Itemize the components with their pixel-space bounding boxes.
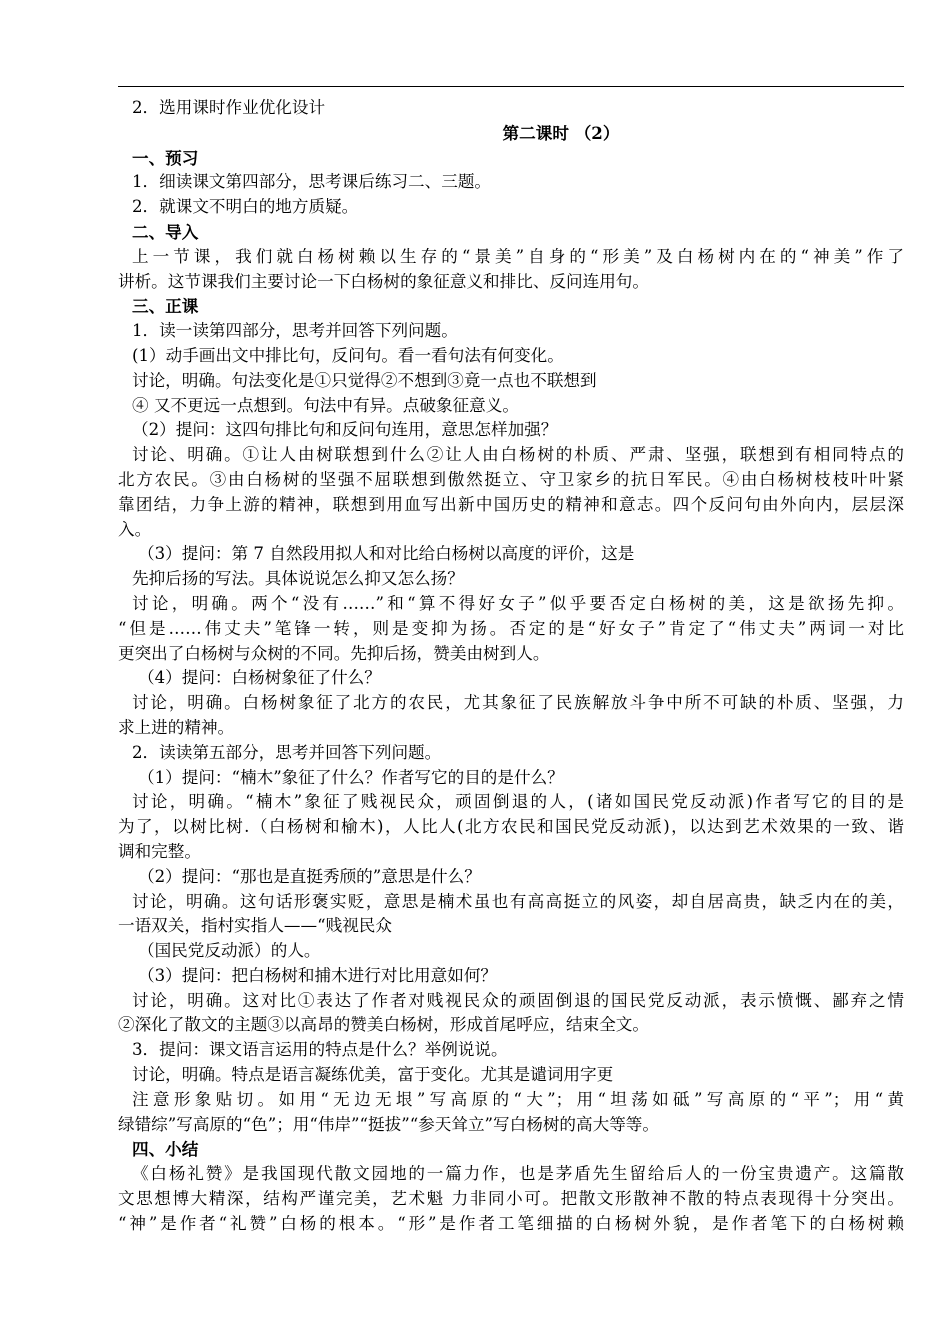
text-line: 靠团结，力争上游的精神，联想到用血写出新中国历史的精神和意志。四个反问句由外向内，层层深	[118, 494, 904, 514]
text-line: 一、预习	[132, 147, 199, 168]
text-line: （3）提问：把白杨树和捕木进行对比用意如何？	[138, 965, 498, 985]
text-line: 为了，以树比树.（白杨树和榆木)，人比人(北方农民和国民党反动派)，以达到艺术效果的一致、谐	[118, 817, 904, 837]
text-line: 入。	[118, 519, 152, 539]
text-line: 讨论、明确。①让人由树联想到什么②让人由白杨树的朴质、严肃、坚强，联想到有相同特点的	[132, 445, 904, 465]
text-line: 调和完整。	[118, 841, 201, 861]
header-rule	[118, 86, 904, 87]
text-line: ④ 又不更远一点想到。句法中有异。点破象征意义。	[132, 395, 519, 415]
text-line: “但是……伟丈夫”笔锋一转，则是变抑为扬。否定的是“好女子”肯定了“伟丈夫”两词一对比	[118, 618, 904, 638]
text-line: 更突出了白杨树与众树的不同。先抑后扬，赞美由树到人。	[118, 643, 550, 663]
text-line: 一语双关，指村实指人——“贱视民众	[118, 916, 392, 936]
text-line: 1．细读课文第四部分，思考课后练习二、三题。	[132, 172, 492, 192]
text-line: ②深化了散文的主题③以高昂的赞美白杨树，形成首尾呼应，结束全文。	[118, 1015, 649, 1035]
text-line: 四、小结	[132, 1139, 199, 1160]
text-line: 《白杨礼赞》是我国现代散文园地的一篇力作，也是茅盾先生留给后人的一份宝贵遗产。这篇散	[132, 1164, 904, 1184]
text-line: 讨论，明确。两个“没有……”和“算不得好女子”似乎要否定白杨树的美，这是欲扬先抑。	[132, 593, 904, 613]
text-line: 讨论，明确。这对比①表达了作者对贱视民众的顽固倒退的国民党反动派，表示愤慨、鄙弃之情	[132, 990, 904, 1010]
text-line: 绿错综”写高原的“色”；用“伟岸”“挺拔”“参天耸立”写白杨树的高大等等。	[118, 1114, 659, 1134]
text-line: 文思想博大精深，结构严谨完美，艺术魁 力非同小可。把散文形散神不散的特点表现得十分突出。	[118, 1189, 904, 1209]
text-line: 注意形象贴切。如用“无边无垠”写高原的“大”；用“坦荡如砥”写高原的“平”；用“黄	[132, 1089, 904, 1109]
text-line: 讨论，明确。特点是语言凝练优美，富于变化。尤其是谴词用字更	[132, 1065, 614, 1085]
text-line: 2．选用课时作业优化设计	[132, 98, 326, 117]
text-line: 2．就课文不明白的地方质疑。	[132, 197, 359, 217]
text-line: （国民党反动派）的人。	[138, 941, 321, 961]
text-line: 讨论，明确。句法变化是①只觉得②不想到③竟一点也不联想到	[132, 370, 597, 390]
text-line: 北方农民。③由白杨树的坚强不屈联想到傲然挺立、守卫家乡的抗日军民。④由白杨树枝枝叶叶紧	[118, 469, 904, 489]
text-line: 讲析。这节课我们主要讨论一下白杨树的象征意义和排比、反问连用句。	[118, 271, 649, 291]
text-line: （1）提问：“楠木”象征了什么？作者写它的目的是什么？	[138, 767, 564, 787]
text-line: 先抑后扬的写法。具体说说怎么抑又怎么扬？	[132, 569, 464, 589]
text-line: 2．读读第五部分，思考并回答下列问题。	[132, 742, 442, 762]
text-line: （4）提问：白杨树象征了什么？	[138, 668, 381, 688]
text-line: 第二课时 （2）	[502, 122, 620, 143]
text-line: 三、正课	[132, 296, 199, 317]
text-line: 3．提问：课文语言运用的特点是什么？举例说说。	[132, 1040, 508, 1060]
text-line: 求上进的精神。	[118, 717, 235, 737]
text-line: (1）动手画出文中排比句，反问句。看一看句法有何变化。	[132, 345, 564, 365]
text-line: （2）提问：这四句排比句和反问句连用，意思怎样加强？	[132, 420, 558, 440]
text-line: 讨论，明确。白杨树象征了北方的农民，尤其象征了民族解放斗争中所不可缺的朴质、坚强，力	[132, 693, 904, 713]
text-line: 讨论，明确。这句话形褒实贬，意思是楠术虽也有高高挺立的风姿，却自居高贵，缺乏内在的美，	[132, 891, 904, 911]
text-line: 讨论，明确。“楠木”象征了贱视民众，顽固倒退的人，(诸如国民党反动派)作者写它的目的是	[132, 792, 904, 812]
document-body	[118, 96, 904, 1237]
text-line: 1．读一读第四部分，思考并回答下列问题。	[132, 321, 458, 341]
text-line: 上一节课，我们就白杨树赖以生存的“景美”自身的“形美”及白杨树内在的“神美”作了	[132, 246, 904, 266]
text-line: “神”是作者“礼赞”白杨的根本。“形”是作者工笔细描的白杨树外貌，是作者笔下的白杨树赖	[118, 1213, 904, 1233]
text-line: 二、导入	[132, 221, 199, 242]
text-line: （2）提问：“那也是直挺秀颀的”意思是什么？	[138, 866, 481, 886]
text-line: （3）提问：第 7 自然段用拟人和对比给白杨树以高度的评价，这是	[138, 544, 635, 564]
